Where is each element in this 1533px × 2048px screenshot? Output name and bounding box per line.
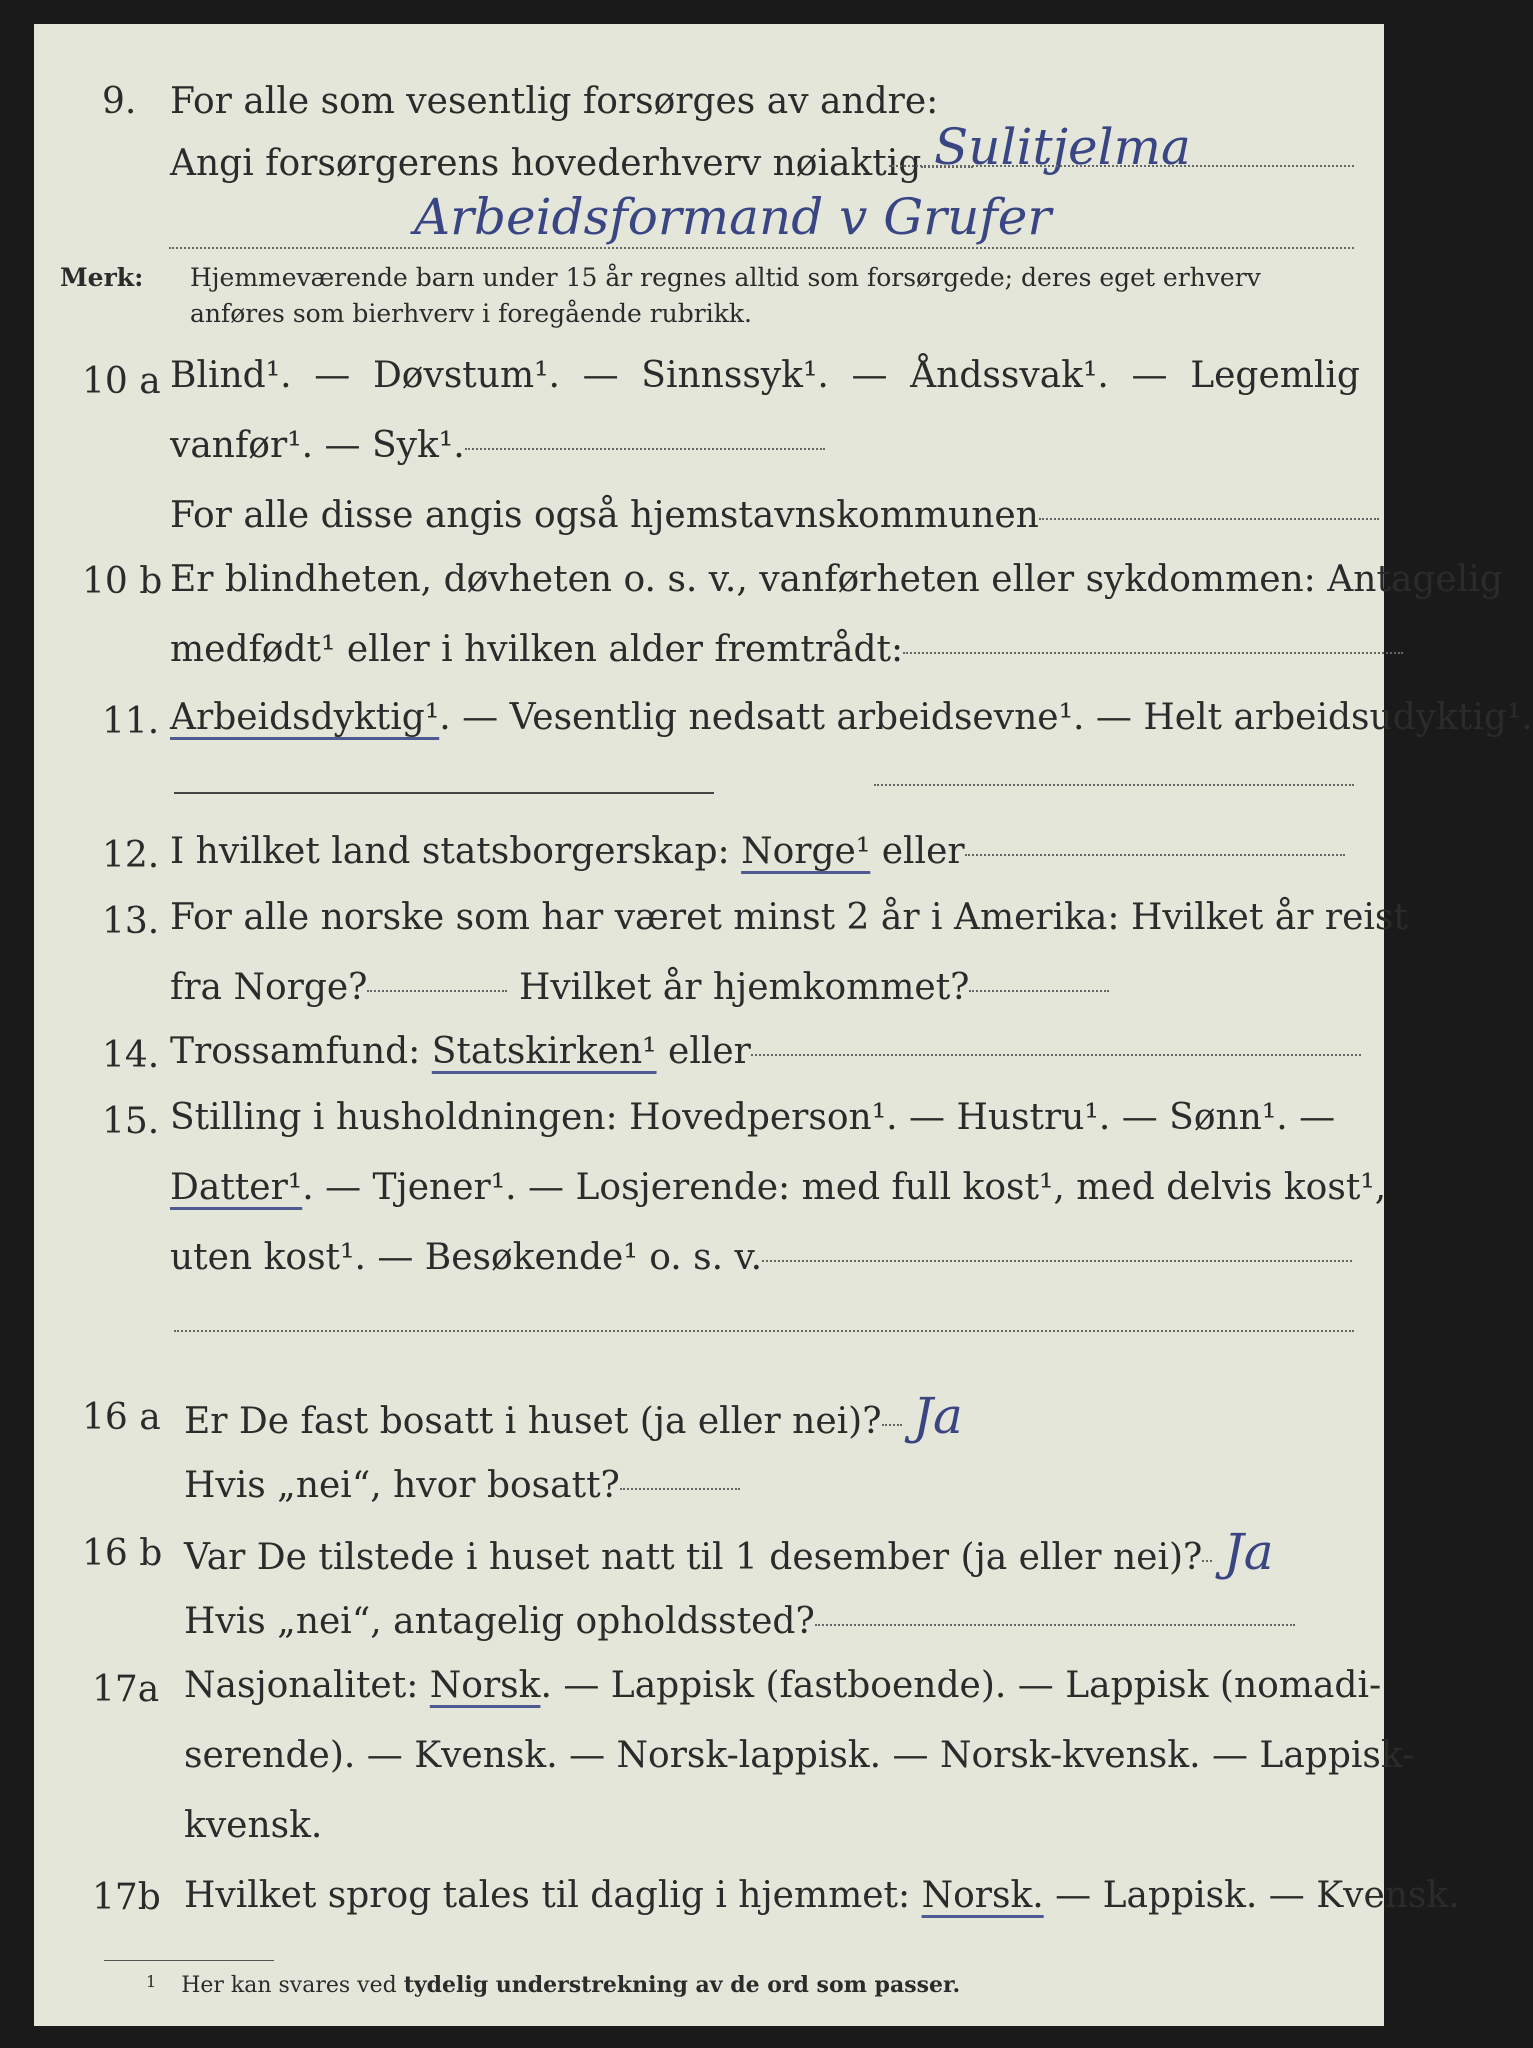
q17b-line: [184, 1874, 1460, 1918]
note-label: Merk:: [60, 263, 144, 292]
note-line2: anføres som bierhverv i foregående rubrikk.: [190, 299, 752, 328]
q11-number: 11.: [102, 701, 160, 742]
q16a-handwritten-answer: Ja: [912, 1387, 963, 1445]
dotted-line: [874, 784, 1354, 786]
dotted-line: [969, 989, 1109, 992]
q13-line2a: fra Norge?: [170, 967, 368, 1008]
q17b-underlined-answer: Norsk.: [921, 1875, 1044, 1916]
q15-line2: [170, 1166, 1386, 1210]
q16b-line2-text: Hvis „nei“, antagelig opholdssted?: [184, 1601, 815, 1642]
q12-pre: I hvilket land statsborgerskap:: [170, 831, 730, 872]
q17b-number: 17b: [92, 1877, 161, 1918]
q10a-item: Åndssvak¹.: [910, 355, 1109, 396]
q15-underlined-answer: Datter¹: [170, 1167, 303, 1208]
q11-rest: . — Vesentlig nedsatt arbeidsevne¹. — Helt arbeidsudyktig¹.: [439, 697, 1533, 738]
q9-handwriting-occupation: Arbeidsformand v Grufer: [414, 188, 1052, 246]
dotted-line: [174, 1330, 1354, 1332]
q9-line2: [170, 142, 973, 186]
dotted-line: [882, 1423, 902, 1426]
q17b-pre: Hvilket sprog tales til daglig i hjemmet:: [184, 1875, 911, 1916]
q17a-line1: [184, 1664, 1381, 1708]
q13-line1: For alle norske som har været minst 2 år i Amerika: Hvilket år reist: [170, 897, 1408, 938]
q10a-line2: [170, 424, 825, 468]
note-line1: Hjemmeværende barn under 15 år regnes alltid som forsørgede; deres eget erhverv: [190, 263, 1261, 292]
q10b-line2-text: medfødt¹ eller i hvilken alder fremtrådt:: [170, 629, 904, 670]
q17a-line1-rest: . — Lappisk (fastboende). — Lappisk (nomadi-: [540, 1665, 1382, 1706]
q16b-line2: [184, 1600, 1295, 1644]
q10a-item: Døvstum¹.: [372, 355, 560, 396]
footnote-pre: Her kan svares ved: [181, 1973, 397, 1998]
dotted-line: [1202, 1559, 1212, 1562]
census-form-page: [34, 24, 1533, 2026]
dotted-line: [762, 1259, 1352, 1262]
q10a-item: —: [851, 355, 888, 396]
q16a-line1: [184, 1387, 963, 1445]
dotted-line: [465, 447, 825, 450]
q16b-handwritten-answer: Ja: [1223, 1523, 1274, 1581]
q17a-line2: serende). — Kvensk. — Norsk-lappisk. — Norsk-kvensk. — Lappisk-: [184, 1735, 1415, 1776]
q10b-line2: [170, 628, 1403, 672]
q10a-number: 10 a: [82, 361, 161, 402]
q15-line3: [170, 1236, 1352, 1280]
dotted-line: [965, 853, 1345, 856]
q12-number: 12.: [102, 835, 160, 876]
dotted-line: [815, 1623, 1295, 1626]
q10a-item: —: [582, 355, 619, 396]
footnote-bold: tydelig understrekning av de ord som passer.: [403, 1972, 961, 1998]
q10a-line3-text: For alle disse angis også hjemstavnskommunen: [170, 495, 1039, 536]
q17a-line3: kvensk.: [184, 1805, 323, 1846]
q9-handwriting-place: Sulitjelma: [934, 118, 1191, 176]
q10b-line1: Er blindheten, døvheten o. s. v., vanførheten eller sykdommen: Antagelig: [170, 559, 1503, 600]
q10a-item: Legemlig: [1190, 355, 1360, 396]
q11-underlined-answer: Arbeidsdyktig¹: [170, 697, 440, 738]
footnote: [146, 1972, 960, 1998]
footnote-mark: 1: [146, 1972, 157, 1991]
dotted-line: [751, 1053, 1361, 1056]
dotted-line: [889, 164, 1354, 167]
q12-line: [170, 830, 1345, 874]
q15-number: 15.: [102, 1101, 160, 1142]
q14-underlined-answer: Statskirken¹: [431, 1031, 657, 1072]
q10a-line3: [170, 494, 1379, 538]
q17a-number: 17a: [92, 1669, 160, 1710]
q12-post: eller: [881, 831, 965, 872]
q13-line2: [170, 966, 1109, 1010]
q14-line: [170, 1030, 1361, 1074]
q11-line: [170, 696, 1533, 740]
q17a-underlined-answer: Norsk: [429, 1665, 541, 1706]
q15-line2-rest: . — Tjener¹. — Losjerende: med full kost¹, med delvis kost¹,: [302, 1167, 1387, 1208]
answer-line: [174, 792, 714, 794]
q9-line2-text: Angi forsørgerens hovederhverv nøiaktig: [170, 143, 922, 184]
dotted-line: [169, 246, 1354, 249]
footnote-rule: [104, 1960, 274, 1961]
q10a-item: —: [314, 355, 351, 396]
q14-number: 14.: [102, 1035, 160, 1076]
q15-line1: Stilling i husholdningen: Hovedperson¹. — Hustru¹. — Sønn¹. —: [170, 1097, 1336, 1138]
q10a-item: Sinnssyk¹.: [641, 355, 829, 396]
q10b-number: 10 b: [82, 561, 163, 602]
q15-line3-text: uten kost¹. — Besøkende¹ o. s. v.: [170, 1237, 763, 1278]
q13-number: 13.: [102, 901, 160, 942]
q14-pre: Trossamfund:: [170, 1031, 421, 1072]
q10a-line1: [170, 354, 1360, 398]
q12-underlined-answer: Norge¹: [741, 831, 871, 872]
dotted-line: [620, 1487, 740, 1490]
dotted-line: [1039, 517, 1379, 520]
q17b-post: — Lappisk. — Kvensk.: [1055, 1875, 1460, 1916]
q16b-line1-text: Var De tilstede i huset natt til 1 desember (ja eller nei)?: [184, 1537, 1203, 1578]
q10a-item: Blind¹.: [170, 355, 292, 396]
q16a-line1-text: Er De fast bosatt i huset (ja eller nei)?: [184, 1401, 882, 1442]
q9-number: 9.: [102, 81, 137, 122]
dotted-line: [903, 651, 1403, 654]
q14-post: eller: [668, 1031, 751, 1072]
q9-line1: For alle som vesentlig forsørges av andre:: [170, 81, 939, 122]
q10a-line2-text: vanfør¹. — Syk¹.: [170, 425, 465, 466]
q17a-pre: Nasjonalitet:: [184, 1665, 419, 1706]
q16b-number: 16 b: [82, 1533, 163, 1574]
q16a-line2: [184, 1464, 740, 1508]
q10a-item: —: [1131, 355, 1168, 396]
q13-line2b: Hvilket år hjemkommet?: [518, 967, 970, 1008]
q16b-line1: [184, 1523, 1274, 1581]
dotted-line: [367, 989, 507, 992]
q16a-line2-text: Hvis „nei“, hvor bosatt?: [184, 1465, 620, 1506]
q16a-number: 16 a: [82, 1397, 161, 1438]
